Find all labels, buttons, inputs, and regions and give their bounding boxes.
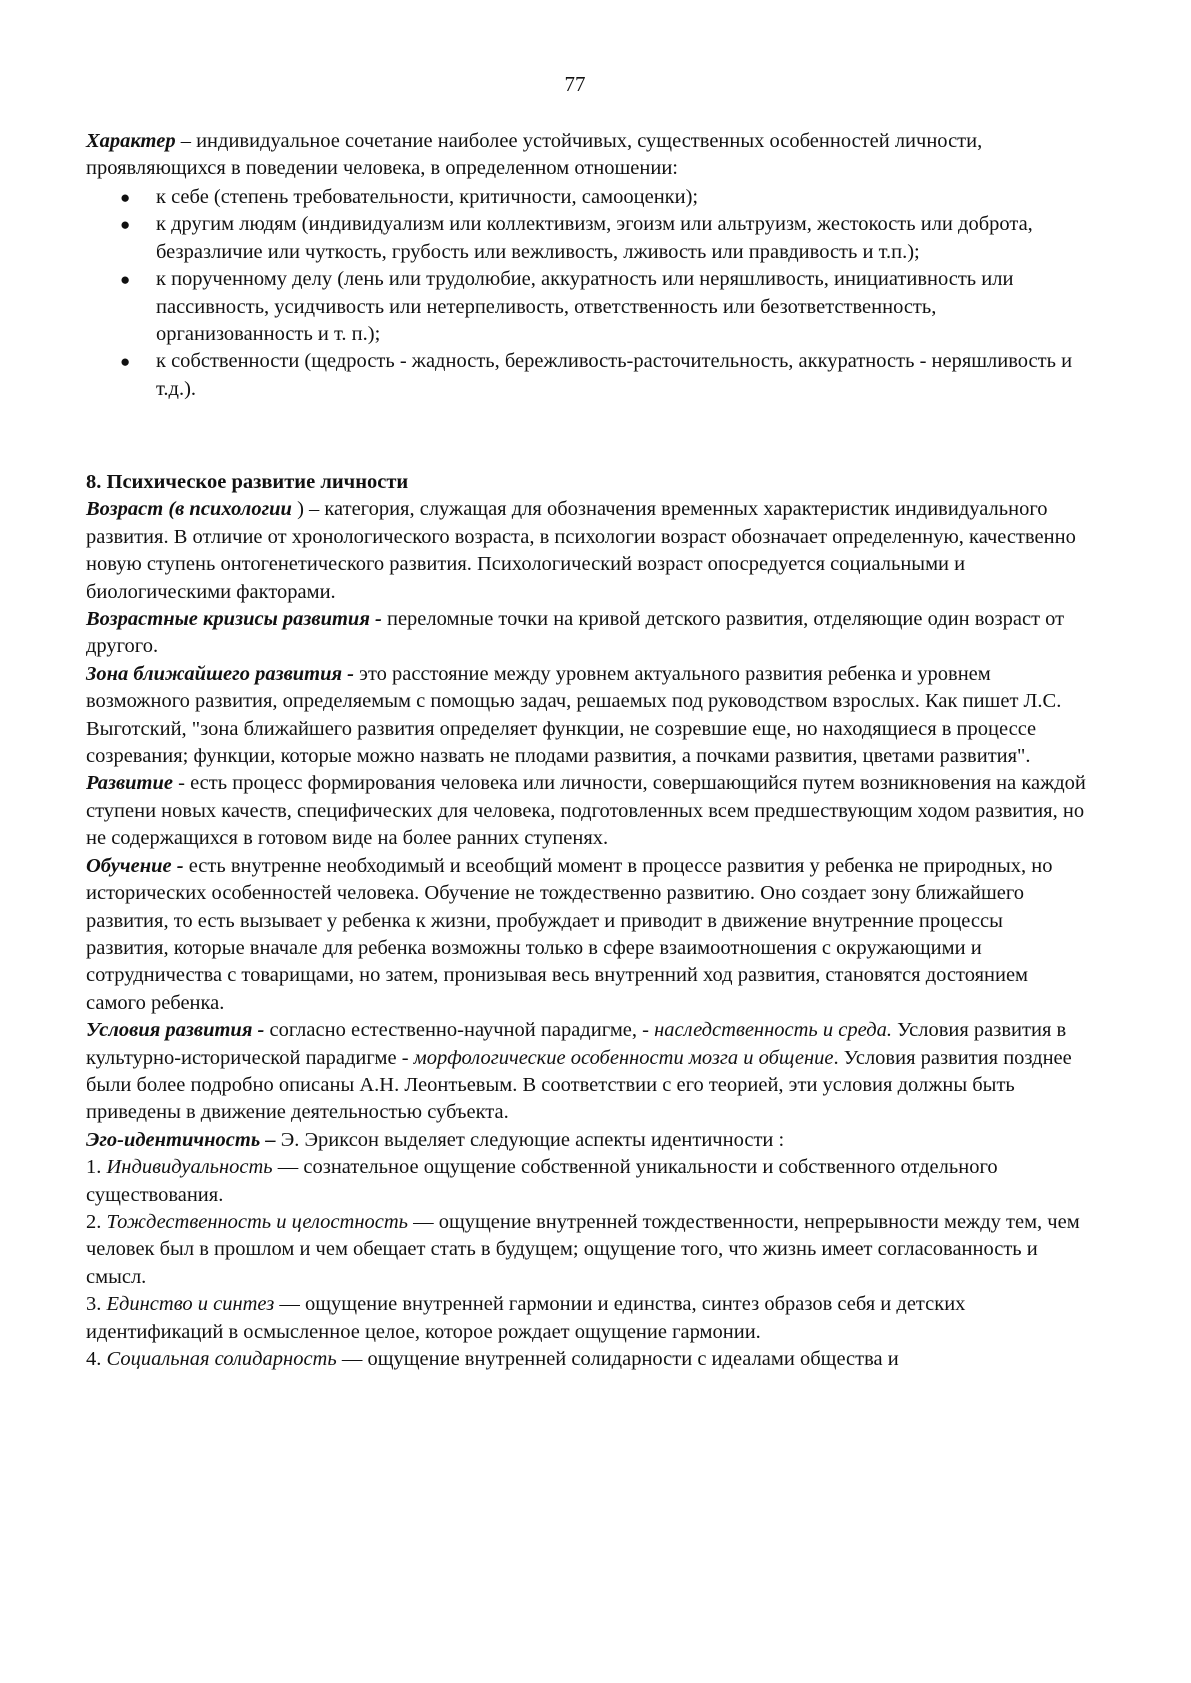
section-heading: 8. Психическое развитие личности [86,471,409,493]
definition-development: Развитие - есть процесс формирования человека или личности, совершающийся путем возникновения на каждой ступени новых качеств, специфических для человека, подготовленных всем предшествующим ходом развития, но не содержащихся в готовом виде на более ранних ступенях. [86,772,1086,850]
character-definition [86,128,1086,183]
list-item: ● к другим людям (индивидуализм или коллективизм, эгоизм или альтруизм, жестокость или доброта, безразличие или чуткость, грубость или вежливость, лживость или правдивость и т.п.); [120,213,1033,263]
page-number: 77 [564,72,586,96]
bullet-icon: ● [120,352,131,372]
term-conditions: Условия развития - [86,1019,265,1042]
list-item: ● к собственности (щедрость - жадность, бережливость-расточительность, аккуратность - неряшливость и т.д.). [120,350,1073,400]
character-text: – индивидуальное сочетание наиболее устойчивых, существенных особенностей личности, проявляющихся в поведении человека, в определенном отношении: [86,130,983,180]
definition-age: Возраст (в психологии ) – категория, служащая для обозначения временных характеристик индивидуального развития. В отличие от хронологического возраста, в психологии возраст обозначает определенную, качественно новую ступень онтогенетического развития. Психологический возраст опосредуется социальными и биологическими факторами. [86,498,1076,603]
bullet-icon: ● [120,215,131,235]
term-development: Развитие [86,772,173,795]
list-item: ● к себе (степень требовательности, критичности, самооценки); [86,184,1086,211]
term-ego-identity: Эго-идентичность – [86,1128,276,1151]
list-item: 3. Единство и синтез — ощущение внутренней гармонии и единства, синтез образов себя и детских идентификаций в осмысленное целое, которое рождает ощущение гармонии. [86,1293,966,1343]
definition-zone: Зона ближайшего развития - это расстояние между уровнем актуального развития ребенка и уровнем возможного развития, определяемым с помощью задач, решаемых под руководством взрослых. Как пишет Л.С. Выготский, "зона ближайшего развития определяет функции, не созревшие еще, но находящиеся в процессе созревания; функции, которые можно назвать не плодами развития, а почками развития, цветами развития". [86,662,1062,768]
term-character: Характер [86,130,176,152]
list-item: ● к порученному делу (лень или трудолюбие, аккуратность или неряшливость, инициативность или пассивность, усидчивость или нетерпеливость, ответственность или безответственность, организованность и т. п.); [120,268,1014,346]
definition-crisis: Возрастные кризисы развития - переломные точки на кривой детского развития, отделяющие один возраст от другого. [86,608,1065,658]
term-age: Возраст (в психологии [86,498,292,521]
list-item: 4. Социальная солидарность — ощущение внутренней солидарности с идеалами общества и [86,1348,899,1370]
list-item: 1. Индивидуальность — сознательное ощущение собственной уникальности и собственного отдельного существования. [86,1156,998,1206]
term-zone: Зона ближайшего развития - [86,662,355,685]
section-psychological-development [86,469,1086,1373]
definition-ego-identity: Эго-идентичность – Э. Эриксон выделяет следующие аспекты идентичности : [86,1128,785,1151]
definition-conditions: Условия развития - согласно естественно-научной парадигме, - наследственность и среда. Условия развития в культурно-исторической парадигме - морфологические особенности мозга и общение. Условия развития позднее были более подробно описаны А.Н. Леонтьевым. В соответствии с его теорией, эти условия должны быть приведены в движение деятельностью субъекта. [86,1019,1072,1124]
bullet-icon: ● [120,188,131,207]
list-item: 2. Тождественность и целостность — ощущение внутренней тождественности, непрерывности между тем, чем человек был в прошлом и чем обещает стать в будущем; ощущение того, что жизнь имеет согласованность и смысл. [86,1210,1080,1288]
bullet-icon: ● [120,270,131,290]
definition-learning: Обучение - есть внутренне необходимый и всеобщий момент в процессе развития у ребенка не природных, но исторических особенностей человека. Обучение не тождественно развитию. Оно создает зону ближайшего развития, то есть вызывает у ребенка к жизни, пробуждает и приводит в движение внутренние процессы развития, которые вначале для ребенка возможны только в сфере взаимоотношения с окружающими и сотрудничества с товарищами, но затем, пронизывая весь внутренний ход развития, становятся достоянием самого ребенка. [86,854,1053,1014]
character-bullet-list [86,184,1086,403]
term-learning: Обучение - [86,854,184,877]
term-crisis: Возрастные кризисы развития - [86,608,382,631]
